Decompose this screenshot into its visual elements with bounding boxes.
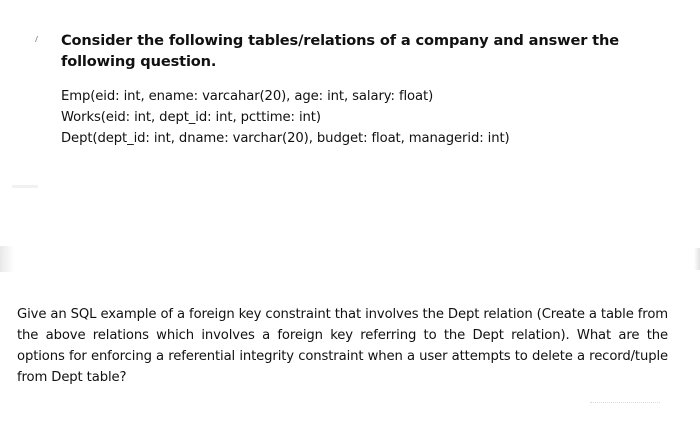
schema-works: Works(eid: int, dept_id: int, pcttime: int) [61, 110, 321, 125]
schema-emp: Emp(eid: int, ename: varcahar(20), age: int, salary: float) [61, 89, 434, 104]
scan-artifact [12, 185, 38, 188]
question-body: Give an SQL example of a foreign key constraint that involves the Dept relation (Create a table from the above relations which involves a foreign key referring to the Dept relation). What are the options for enforcing a referential integrity constraint when a user attempts to delete a record/tuple from Dept table? [17, 307, 668, 385]
schema-list [61, 86, 681, 149]
scan-smudge [590, 402, 660, 409]
bullet-mark [35, 36, 41, 42]
question-title: Consider the following tables/relations of a company and answer the following question. [61, 32, 619, 70]
scan-edge-right [694, 248, 700, 270]
scan-edge-left [0, 246, 14, 272]
schema-dept: Dept(dept_id: int, dname: varchar(20), budget: float, managerid: int) [61, 131, 510, 146]
